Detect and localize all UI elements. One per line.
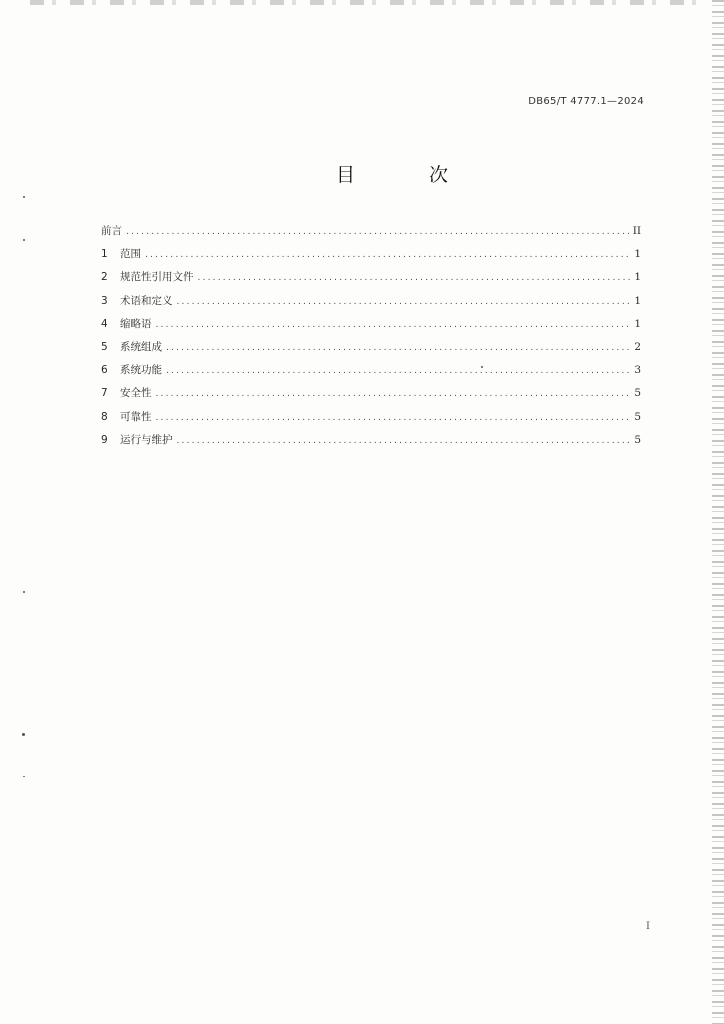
toc-entry-system-functions[interactable] — [101, 362, 641, 385]
toc-entry-label: 规范性引用文件 — [120, 271, 194, 284]
toc-entry-operation-maintenance[interactable] — [101, 432, 641, 455]
toc-entry-number: 9 — [101, 433, 108, 446]
document-code: DB65/T 4777.1—2024 — [528, 96, 644, 107]
toc-entry-label: 范围 — [120, 248, 141, 261]
leader-dots — [177, 436, 631, 446]
leader-dots — [177, 297, 631, 307]
toc-entry-page: 3 — [634, 364, 641, 377]
toc-entry-number: 7 — [101, 387, 108, 400]
table-of-contents — [101, 223, 641, 455]
leader-dots — [156, 413, 631, 423]
toc-entry-label: 缩略语 — [120, 317, 152, 330]
toc-entry-page: 5 — [634, 387, 641, 400]
leader-dots — [145, 250, 630, 260]
leader-dots — [126, 227, 629, 237]
toc-entry-number: 3 — [101, 294, 108, 307]
toc-entry-number: 6 — [101, 364, 108, 377]
toc-entry-number: 4 — [101, 317, 108, 330]
scan-speck — [22, 733, 25, 736]
toc-entry-label: 可靠性 — [120, 410, 152, 423]
toc-entry-label: 术语和定义 — [120, 294, 173, 307]
toc-entry-page: 5 — [634, 410, 641, 423]
toc-entry-label: 系统组成 — [120, 340, 162, 353]
toc-entry-terms-definitions[interactable] — [101, 293, 641, 316]
leader-dots — [198, 273, 631, 283]
toc-entry-label: 运行与维护 — [120, 433, 173, 446]
toc-entry-number: 5 — [101, 340, 108, 353]
toc-entry-label: 安全性 — [120, 387, 152, 400]
toc-entry-page: 1 — [634, 271, 641, 284]
toc-entry-normative-references[interactable] — [101, 269, 641, 292]
toc-entry-page: II — [632, 225, 641, 237]
leader-dots — [156, 389, 631, 399]
toc-entry-page: 5 — [634, 433, 641, 446]
page-number: I — [646, 921, 650, 932]
toc-entry-page: 1 — [634, 317, 641, 330]
page-title: 目 次 — [336, 164, 483, 186]
toc-entry-number: 2 — [101, 271, 108, 284]
toc-entry-number: 1 — [101, 248, 108, 261]
toc-entry-abbreviations[interactable] — [101, 316, 641, 339]
toc-entry-page: 1 — [634, 248, 641, 261]
scan-edge-right — [712, 0, 724, 1024]
toc-entry-label: 前言 — [101, 225, 122, 237]
leader-dots — [166, 366, 630, 376]
toc-entry-page: 2 — [634, 340, 641, 353]
toc-entry-scope[interactable] — [101, 246, 641, 269]
toc-entry-reliability[interactable] — [101, 409, 641, 432]
toc-entry-foreword[interactable] — [101, 223, 641, 246]
scan-edge-top — [30, 0, 710, 5]
scan-speck — [23, 239, 25, 241]
leader-dots — [166, 343, 630, 353]
toc-entry-number: 8 — [101, 410, 108, 423]
scan-speck — [23, 776, 25, 777]
leader-dots — [156, 320, 631, 330]
toc-entry-label: 系统功能 — [120, 364, 162, 377]
scan-speck — [23, 196, 25, 198]
scan-speck — [23, 591, 25, 593]
toc-entry-page: 1 — [634, 294, 641, 307]
toc-entry-system-composition[interactable] — [101, 339, 641, 362]
toc-entry-security[interactable] — [101, 385, 641, 408]
